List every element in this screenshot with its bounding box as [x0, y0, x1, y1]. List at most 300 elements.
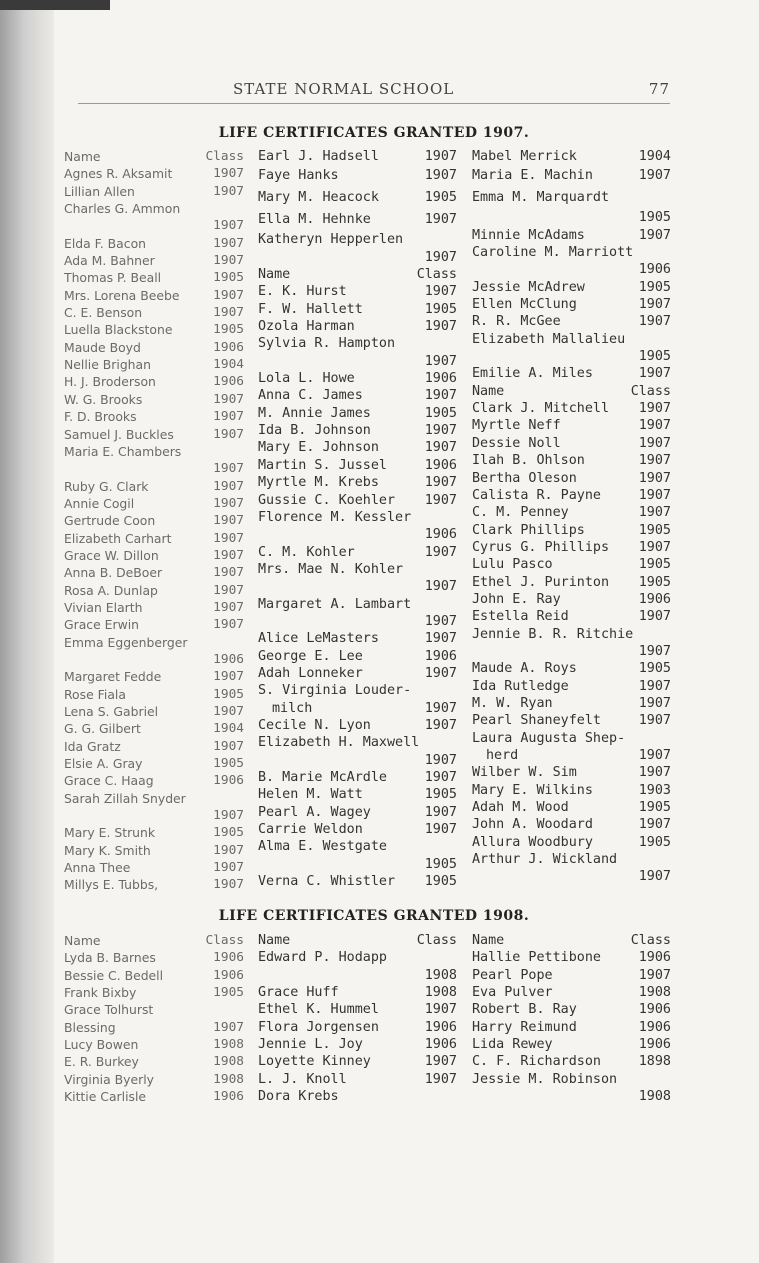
- certificate-entry: [472, 539, 671, 556]
- certificate-entry: [472, 782, 671, 799]
- class-year: 1906: [424, 527, 457, 543]
- certificate-entry: [472, 1036, 671, 1053]
- certificate-entry: [64, 269, 244, 286]
- certificate-entry: [64, 755, 244, 772]
- certificate-entry: [258, 492, 457, 509]
- recipient-name: M. Annie James: [258, 405, 371, 421]
- class-year: 1905: [213, 686, 244, 702]
- recipient-name: Dora Krebs: [258, 1089, 339, 1105]
- recipient-name: Caroline M. Marriott: [472, 245, 634, 261]
- recipient-name: Nellie Brighan: [64, 357, 151, 373]
- recipient-name: R. R. McGee: [472, 314, 561, 330]
- class-year: 1905: [638, 574, 671, 590]
- class-year: 1906: [424, 457, 457, 473]
- certificate-entry: [472, 331, 671, 348]
- class-year: 1905: [638, 210, 671, 226]
- class-year: 1905: [213, 756, 244, 772]
- class-year: 1907: [638, 539, 671, 555]
- class-year: 1905: [638, 349, 671, 365]
- certificate-entry: [472, 348, 671, 365]
- recipient-name: Lulu Pasco: [472, 557, 553, 573]
- certificate-entry: [472, 504, 671, 521]
- class-year: 1907: [424, 665, 457, 681]
- certificate-entry: [64, 217, 244, 234]
- class-year: 1906: [213, 1089, 244, 1105]
- recipient-name: Charles G. Ammon: [64, 201, 181, 217]
- recipient-name: Elizabeth Mallalieu: [472, 331, 626, 347]
- column-header: [64, 932, 244, 949]
- certificate-entry: [64, 876, 244, 893]
- certificate-entry: [472, 799, 671, 816]
- recipient-name: Clark Phillips: [472, 522, 585, 538]
- certificate-entry: [258, 630, 457, 647]
- class-year: 1907: [638, 401, 671, 417]
- certificate-entry: [64, 478, 244, 495]
- certificate-entry: [64, 984, 244, 1001]
- class-year: 1907: [638, 505, 671, 521]
- certificate-entry: [472, 608, 671, 625]
- recipient-name: Emma M. Marquardt: [472, 190, 610, 206]
- recipient-name: Gussie C. Koehler: [258, 492, 396, 508]
- class-year: 1907: [424, 822, 457, 838]
- recipient-name: Eva Pulver: [472, 985, 553, 1001]
- certificate-entry: [258, 804, 457, 821]
- certificate-entry: [472, 834, 671, 851]
- class-year: 1905: [424, 874, 457, 890]
- recipient-name: Calista R. Payne: [472, 487, 601, 503]
- recipient-name: Carrie Weldon: [258, 822, 363, 838]
- certificate-entry: [472, 261, 671, 278]
- recipient-name: Arthur J. Wickland: [472, 852, 618, 868]
- recipient-name: herd: [486, 748, 519, 763]
- class-year: 1907: [213, 391, 244, 407]
- class-year: 1907: [213, 305, 244, 321]
- recipient-name: Helen M. Watt: [258, 787, 363, 803]
- recipient-name: Edward P. Hodapp: [258, 950, 387, 966]
- class-year: 1906: [424, 648, 457, 664]
- class-year: 1907: [638, 869, 671, 885]
- class-year: 1907: [424, 544, 457, 560]
- recipient-name: Ruby G. Clark: [64, 478, 149, 494]
- recipient-name: Maude Boyd: [64, 339, 141, 355]
- recipient-name: F. D. Brooks: [64, 409, 137, 425]
- certificate-entry: [258, 873, 457, 890]
- recipient-name: Allura Woodbury: [472, 834, 593, 850]
- recipient-name: Margaret A. Lambart: [258, 596, 412, 612]
- certificate-entry: [258, 283, 457, 300]
- class-year: 1905: [638, 834, 671, 850]
- class-header: Class: [416, 267, 457, 283]
- class-header: Class: [630, 933, 671, 948]
- certificate-entry: [64, 686, 244, 703]
- certificate-entry: [64, 1036, 244, 1053]
- recipient-name: Millys E. Tubbs,: [64, 877, 159, 893]
- certificate-entry: [64, 391, 244, 408]
- recipient-name: Jennie B. R. Ritchie: [472, 626, 634, 642]
- class-year: 1908: [424, 985, 457, 1001]
- recipient-name: Minnie McAdams: [472, 227, 585, 243]
- class-year: 1907: [638, 967, 671, 983]
- column-1908-middle: [258, 932, 457, 1105]
- class-year: 1907: [213, 218, 244, 234]
- class-year: 1907: [424, 700, 457, 716]
- certificate-entry: [64, 165, 244, 182]
- certificate-entry: [64, 460, 244, 477]
- class-year: 1907: [638, 453, 671, 469]
- class-year: 1907: [638, 227, 671, 243]
- class-header: Class: [630, 383, 671, 399]
- certificate-entry: [472, 400, 671, 417]
- recipient-name: Grace W. Dillon: [64, 547, 159, 563]
- recipient-name: C. E. Benson: [64, 305, 143, 321]
- certificate-entry: [472, 244, 671, 261]
- recipient-name: Grace Tolhurst: [64, 1002, 154, 1018]
- certificate-entry: [258, 301, 457, 318]
- class-year: 1907: [213, 738, 244, 754]
- class-year: 1907: [424, 613, 457, 629]
- recipient-name: Florence M. Kessler: [258, 509, 412, 525]
- certificate-entry: [472, 868, 671, 885]
- certificate-entry: [258, 509, 457, 526]
- recipient-name: Dessie Noll: [472, 435, 561, 451]
- class-year: 1905: [213, 270, 244, 286]
- certificate-entry: [472, 730, 671, 747]
- class-year: 1907: [638, 487, 671, 503]
- recipient-name: Lola L. Howe: [258, 371, 355, 387]
- certificate-entry: [64, 547, 244, 564]
- recipient-name: C. F. Richardson: [472, 1054, 601, 1070]
- class-year: 1907: [213, 582, 244, 598]
- recipient-name: Elsie A. Gray: [64, 756, 143, 772]
- certificate-entry: [64, 321, 244, 338]
- certificate-entry: [258, 786, 457, 803]
- certificate-entry: [258, 856, 457, 873]
- section-title-1908: LIFE CERTIFICATES GRANTED 1908.: [218, 908, 530, 924]
- class-year: 1907: [213, 530, 244, 546]
- class-year: 1907: [213, 287, 244, 303]
- class-year: 1907: [638, 366, 671, 382]
- class-year: 1906: [213, 950, 244, 966]
- class-year: 1906: [638, 1037, 671, 1053]
- class-year: 1907: [424, 1071, 457, 1087]
- certificate-entry: [258, 1001, 457, 1018]
- recipient-name: Kittie Carlisle: [64, 1089, 147, 1105]
- certificate-entry: [472, 949, 671, 966]
- recipient-name: Mabel Merrick: [472, 149, 577, 164]
- recipient-name: Anna B. DeBoer: [64, 565, 163, 581]
- certificate-entry: [258, 457, 457, 474]
- class-year: 1907: [424, 168, 457, 184]
- certificate-entry: [64, 772, 244, 789]
- scan-corner-mark: [0, 0, 110, 10]
- certificate-entry: [258, 682, 457, 699]
- class-year: 1905: [424, 405, 457, 421]
- class-year: 1907: [213, 253, 244, 269]
- recipient-name: Adah M. Wood: [472, 800, 569, 816]
- recipient-name: Wilber W. Sim: [472, 765, 577, 781]
- certificate-entry: [472, 967, 671, 984]
- column-header: [258, 266, 457, 283]
- recipient-name: Estella Reid: [472, 609, 569, 625]
- certificate-entry: [258, 821, 457, 838]
- certificate-entry: [258, 648, 457, 665]
- certificate-entry: [472, 1001, 671, 1018]
- recipient-name: Maria E. Machin: [472, 168, 593, 184]
- class-year: 1907: [638, 314, 671, 330]
- certificate-entry: [64, 582, 244, 599]
- certificate-entry: [472, 313, 671, 330]
- recipient-name: Sylvia R. Hampton: [258, 336, 396, 352]
- class-year: 1907: [213, 235, 244, 251]
- class-year: 1907: [424, 440, 457, 456]
- recipient-name: Elizabeth Carhart: [64, 530, 172, 546]
- certificate-entry: [258, 209, 457, 231]
- certificate-entry: [472, 764, 671, 781]
- recipient-name: B. Marie McArdle: [258, 770, 387, 785]
- recipient-name: Earl J. Hadsell: [258, 149, 379, 164]
- certificate-entry: [64, 616, 244, 633]
- recipient-name: Faye Hanks: [258, 168, 339, 184]
- class-year: 1907: [213, 513, 244, 529]
- class-year: 1908: [638, 1089, 671, 1105]
- recipient-name: G. G. Gilbert: [64, 721, 141, 737]
- class-header: Class: [416, 933, 457, 948]
- recipient-name: Mrs. Lorena Beebe: [64, 287, 180, 303]
- recipient-name: Grace Huff: [258, 985, 339, 1001]
- recipient-name: Myrtle M. Krebs: [258, 475, 379, 491]
- recipient-name: Sarah Zillah Snyder: [64, 790, 186, 806]
- class-year: 1907: [213, 166, 244, 182]
- recipient-name: Adah Lonneker: [258, 665, 363, 681]
- recipient-name: Katheryn Hepperlen: [258, 232, 404, 248]
- class-year: 1907: [213, 409, 244, 425]
- class-year: 1905: [424, 301, 457, 317]
- certificate-entry: [472, 1088, 671, 1105]
- certificate-entry: [472, 712, 671, 729]
- recipient-name: Luella Blackstone: [64, 322, 173, 338]
- certificate-entry: [64, 443, 244, 460]
- class-year: 1906: [638, 1002, 671, 1018]
- class-year: 1907: [424, 579, 457, 595]
- certificate-entry: [64, 949, 244, 966]
- certificate-entry: [258, 474, 457, 491]
- name-header: Name: [258, 933, 291, 948]
- recipient-name: Vivian Elarth: [64, 599, 143, 615]
- column-header: [472, 383, 671, 400]
- recipient-name: Frank Bixby: [64, 985, 137, 1001]
- class-year: 1907: [213, 565, 244, 581]
- class-year: 1905: [213, 985, 244, 1001]
- recipient-name: Anna C. James: [258, 388, 363, 404]
- certificate-entry: [472, 816, 671, 833]
- section-title-1907: LIFE CERTIFICATES GRANTED 1907.: [218, 125, 530, 141]
- certificate-entry: [258, 318, 457, 335]
- class-year: 1905: [638, 661, 671, 677]
- certificate-entry: [258, 1071, 457, 1088]
- class-year: 1907: [424, 388, 457, 404]
- class-year: 1907: [213, 704, 244, 719]
- class-year: 1907: [638, 643, 671, 659]
- recipient-name: Mary K. Smith: [64, 842, 151, 858]
- class-year: 1907: [638, 297, 671, 313]
- class-year: 1907: [424, 770, 457, 785]
- certificate-entry: [258, 967, 457, 984]
- recipient-name: Hallie Pettibone: [472, 950, 601, 966]
- class-year: 1907: [424, 149, 457, 164]
- class-year: 1907: [424, 1002, 457, 1018]
- certificate-entry: [472, 435, 671, 452]
- certificate-entry: [472, 574, 671, 591]
- recipient-name: E. K. Hurst: [258, 284, 347, 300]
- class-year: 1908: [213, 1054, 244, 1070]
- recipient-name: Bertha Oleson: [472, 470, 577, 486]
- recipient-name: Lena S. Gabriel: [64, 704, 159, 719]
- certificate-entry: [64, 738, 244, 755]
- class-year: 1907: [213, 495, 244, 511]
- class-year: 1907: [213, 669, 244, 685]
- class-year: 1908: [638, 985, 671, 1001]
- class-year: 1905: [213, 825, 244, 841]
- certificate-entry: [64, 1088, 244, 1105]
- recipient-name: M. W. Ryan: [472, 695, 553, 711]
- certificate-entry: [258, 187, 457, 209]
- recipient-name: Lida Rewey: [472, 1037, 553, 1053]
- certificate-entry: [472, 1053, 671, 1070]
- certificate-entry: [258, 422, 457, 439]
- name-header: Name: [64, 933, 101, 948]
- class-year: 1907: [213, 808, 244, 824]
- class-year: 1908: [424, 967, 457, 983]
- recipient-name: L. J. Knoll: [258, 1071, 347, 1087]
- certificate-entry: [472, 678, 671, 695]
- certificate-entry: [472, 452, 671, 469]
- class-year: 1906: [213, 773, 244, 789]
- recipient-name: C. M. Penney: [472, 505, 569, 521]
- certificate-entry: [64, 252, 244, 269]
- recipient-name: Mary E. Wilkins: [472, 782, 593, 798]
- certificate-entry: [258, 665, 457, 682]
- page-binding-shadow: [0, 0, 54, 1263]
- class-year: 1906: [424, 371, 457, 387]
- certificate-entry: [472, 417, 671, 434]
- class-year: 1907: [213, 860, 244, 876]
- recipient-name: Agnes R. Aksamit: [64, 166, 173, 182]
- class-year: 1907: [638, 168, 671, 184]
- recipient-name: Mrs. Mae N. Kohler: [258, 561, 404, 577]
- class-year: 1908: [213, 1071, 244, 1087]
- class-year: 1907: [638, 695, 671, 711]
- certificate-entry: [258, 734, 457, 751]
- recipient-name: Clark J. Mitchell: [472, 401, 610, 417]
- certificate-entry: [64, 859, 244, 876]
- certificate-entry: [64, 512, 244, 529]
- class-year: 1907: [638, 817, 671, 833]
- class-year: 1907: [213, 478, 244, 494]
- column-1908-left: [64, 932, 244, 1105]
- recipient-name: Samuel J. Buckles: [64, 426, 174, 442]
- class-year: 1907: [213, 547, 244, 563]
- class-year: 1907: [424, 353, 457, 369]
- certificate-entry: [258, 1019, 457, 1036]
- certificate-entry: [258, 1036, 457, 1053]
- certificate-entry: [472, 695, 671, 712]
- recipient-name: Cyrus G. Phillips: [472, 539, 610, 555]
- class-year: 1907: [638, 470, 671, 486]
- class-year: 1906: [213, 967, 244, 983]
- class-header: Class: [205, 149, 244, 164]
- recipient-name: Ella M. Hehnke: [258, 212, 371, 228]
- certificate-entry: [64, 1019, 244, 1036]
- class-year: 1907: [638, 713, 671, 729]
- class-year: 1907: [213, 599, 244, 615]
- class-year: 1907: [424, 423, 457, 439]
- certificate-entry: [472, 522, 671, 539]
- certificate-entry: [64, 530, 244, 547]
- column-1907-middle: [258, 148, 457, 890]
- recipient-name: Jessie M. Robinson: [472, 1071, 618, 1087]
- class-year: 1907: [213, 461, 244, 477]
- class-year: 1907: [424, 752, 457, 768]
- recipient-name: Rose Fiala: [64, 686, 126, 702]
- class-year: 1905: [638, 557, 671, 573]
- certificate-entry: [258, 984, 457, 1001]
- certificate-entry: [64, 703, 244, 720]
- recipient-name: Loyette Kinney: [258, 1054, 371, 1070]
- class-year: 1907: [213, 426, 244, 442]
- recipient-name: Ellen McClung: [472, 297, 577, 313]
- class-year: 1905: [424, 787, 457, 803]
- certificate-entry: [472, 984, 671, 1001]
- recipient-name: Alice LeMasters: [258, 631, 379, 647]
- certificate-entry: [64, 426, 244, 443]
- class-year: 1905: [424, 856, 457, 872]
- class-year: 1906: [213, 651, 244, 667]
- recipient-name: Robert B. Ray: [472, 1002, 577, 1018]
- page-number: 77: [648, 80, 670, 98]
- recipient-name: Anna Thee: [64, 860, 131, 876]
- recipient-name: Ozola Harman: [258, 319, 355, 335]
- class-year: 1907: [213, 877, 244, 893]
- class-year: 1907: [213, 1019, 244, 1035]
- class-year: 1904: [213, 721, 244, 737]
- recipient-name: George E. Lee: [258, 648, 363, 664]
- certificate-entry: [472, 148, 671, 165]
- certificate-entry: [258, 148, 457, 165]
- certificate-entry: [472, 365, 671, 382]
- certificate-entry: [64, 495, 244, 512]
- class-year: 1905: [213, 322, 244, 338]
- recipient-name: Lucy Bowen: [64, 1037, 139, 1053]
- recipient-name: Maria E. Chambers: [64, 443, 182, 459]
- class-year: 1907: [638, 418, 671, 434]
- class-year: 1906: [213, 374, 244, 390]
- class-year: 1906: [638, 591, 671, 607]
- class-year: 1907: [638, 609, 671, 625]
- certificate-entry: [472, 1071, 671, 1088]
- recipient-name: Cecile N. Lyon: [258, 717, 371, 733]
- certificate-entry: [64, 304, 244, 321]
- certificate-entry: [472, 227, 671, 244]
- recipient-name: Bessie C. Bedell: [64, 967, 164, 983]
- certificate-entry: [64, 1053, 244, 1070]
- certificate-entry: [258, 613, 457, 630]
- class-year: 1906: [638, 950, 671, 966]
- recipient-name: Ada M. Bahner: [64, 253, 155, 269]
- class-year: 1907: [424, 631, 457, 647]
- name-header: Name: [472, 383, 505, 399]
- certificate-entry: [64, 200, 244, 217]
- certificate-entry: [64, 373, 244, 390]
